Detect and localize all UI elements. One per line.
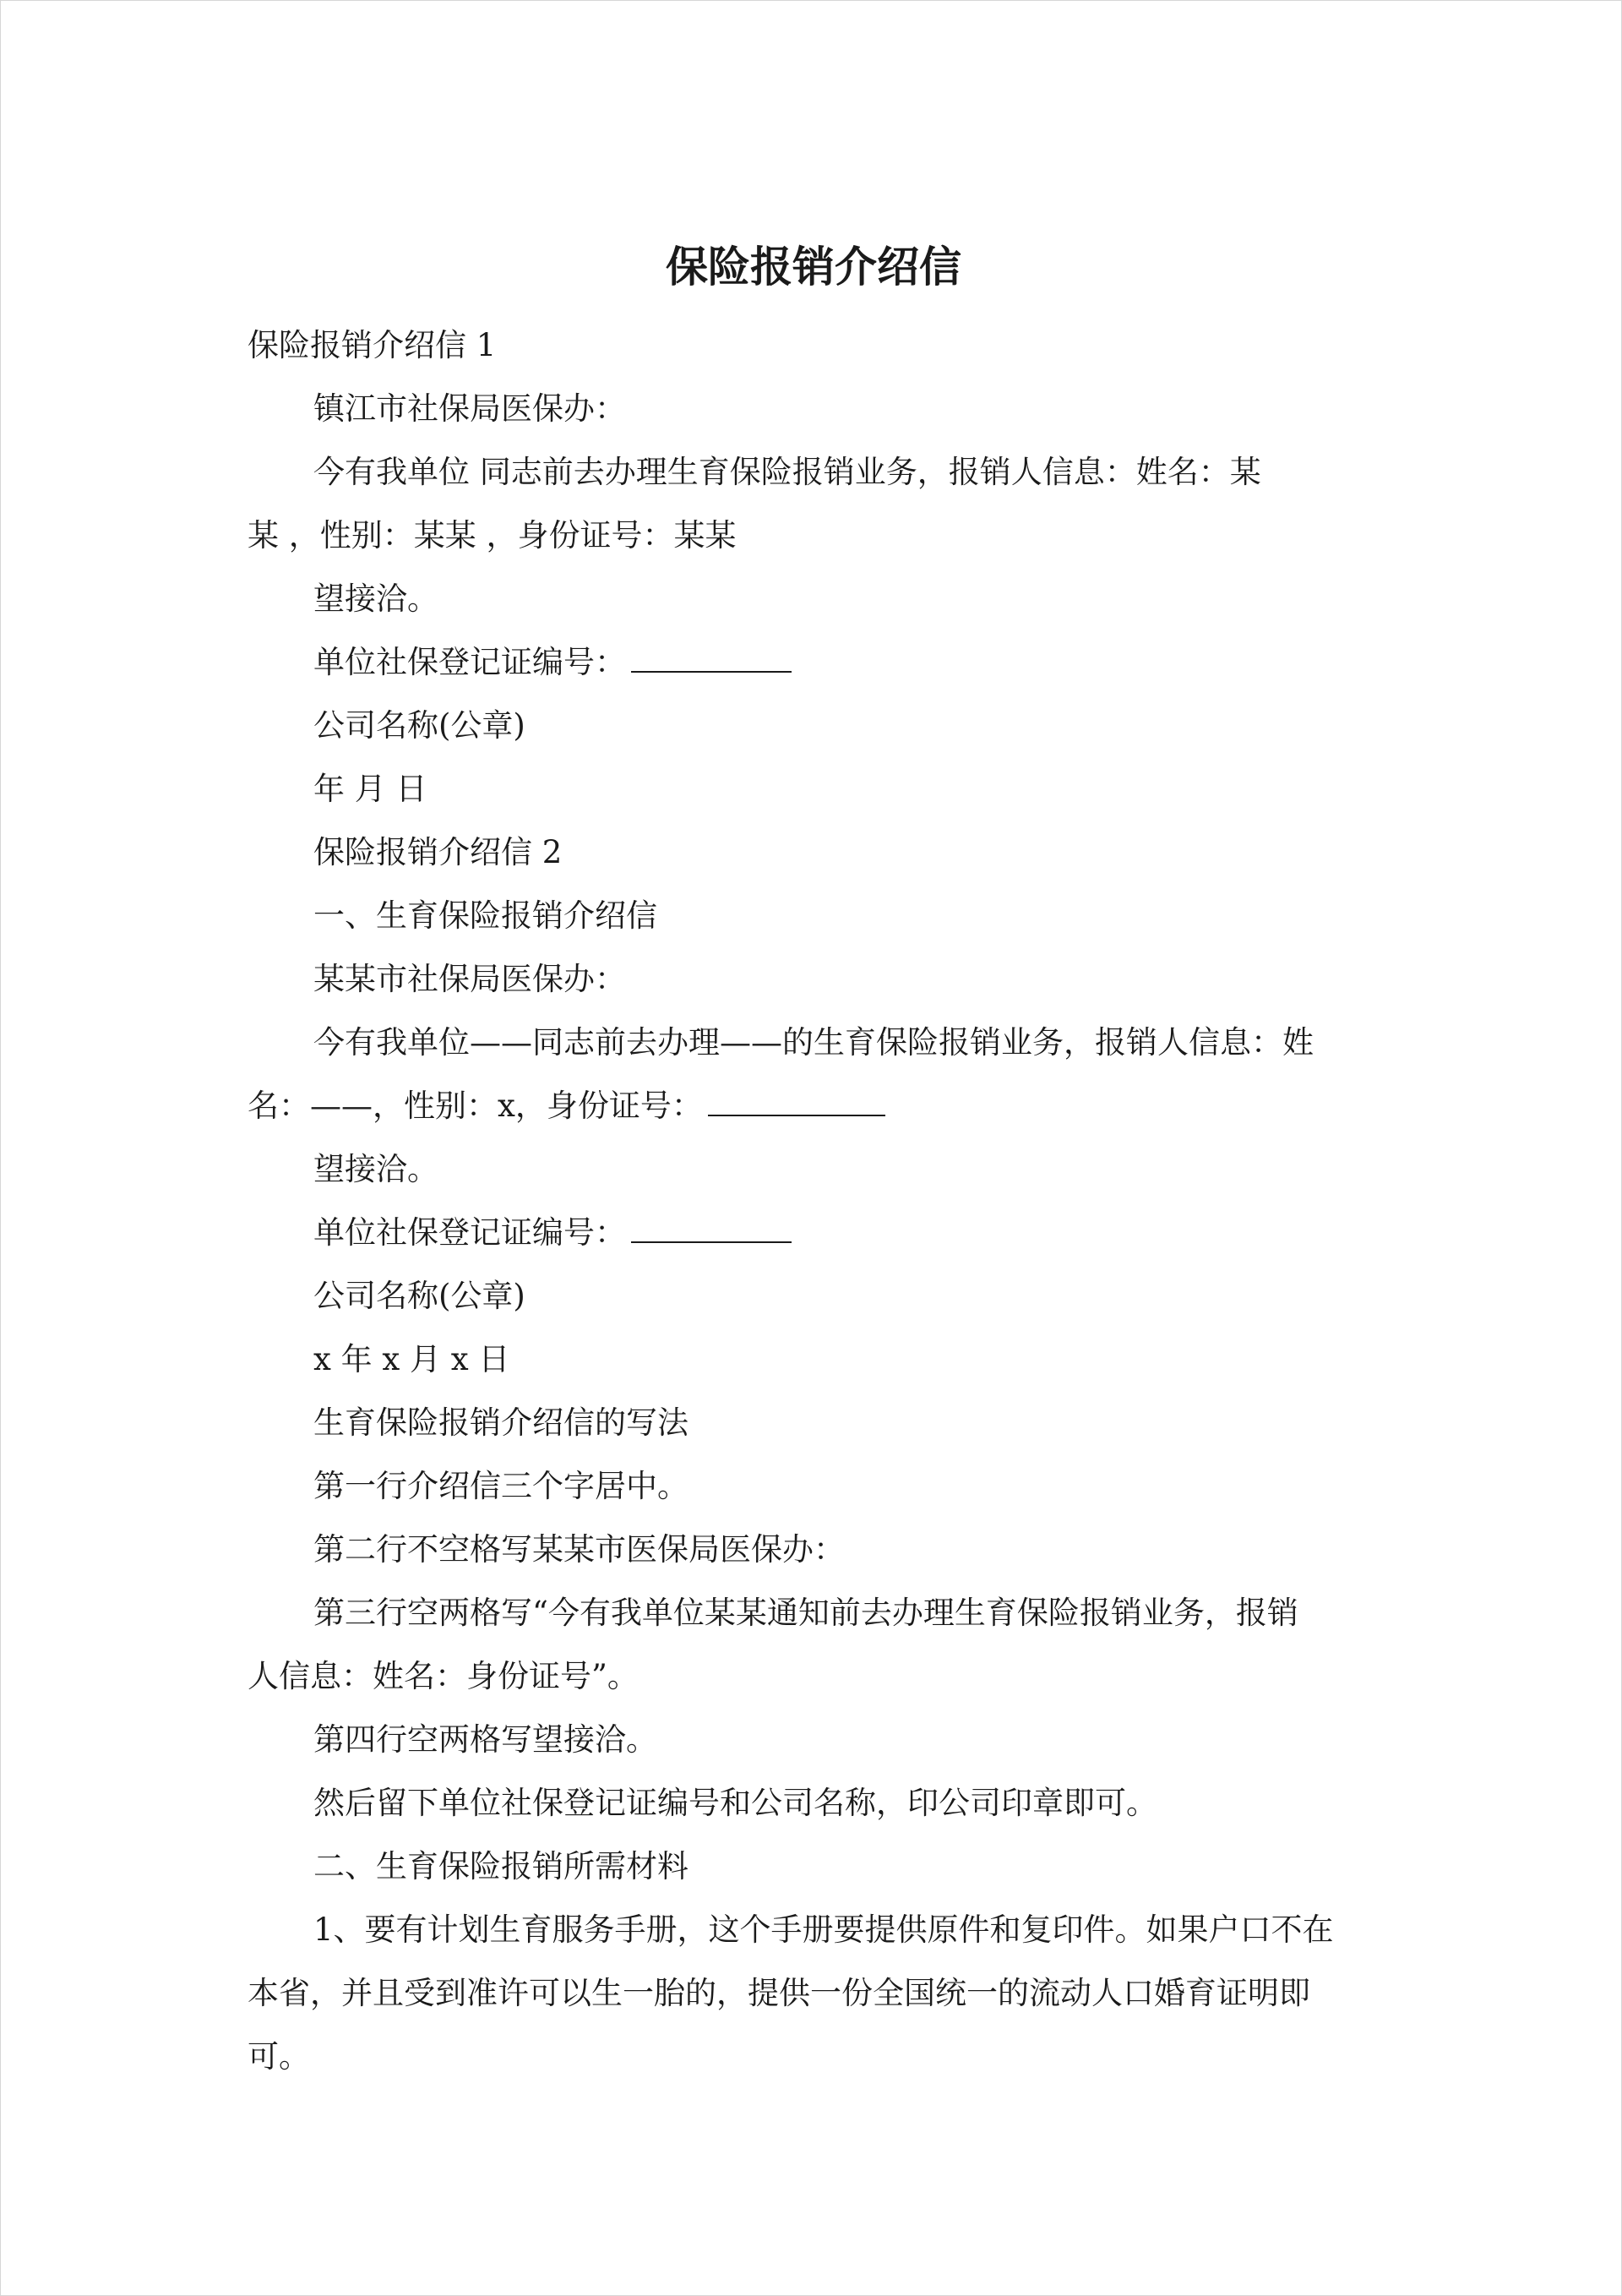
section-heading-2: 保险报销介绍信 2 bbox=[313, 834, 563, 870]
closing-2: 望接洽。 bbox=[313, 1151, 438, 1187]
document-body bbox=[248, 242, 1380, 2088]
writing-rule-4: 第四行空两格写望接洽。 bbox=[313, 1721, 657, 1758]
id-number-blank bbox=[708, 1084, 885, 1116]
registration-number-blank-1 bbox=[631, 641, 792, 673]
writing-rule-3b: 人信息：姓名：身份证号”。 bbox=[248, 1658, 639, 1694]
writing-rule-2: 第二行不空格写某某市医保局医保办： bbox=[313, 1531, 845, 1568]
material-item-1b: 本省，并且受到准许可以生一胎的，提供一份全国统一的流动人口婚育证明即 bbox=[248, 1975, 1310, 2011]
company-name-1: 公司名称(公章) bbox=[313, 707, 525, 744]
document-title: 保险报销介绍信 bbox=[666, 243, 961, 292]
closing-1: 望接洽。 bbox=[313, 581, 438, 617]
registration-number-blank-2 bbox=[631, 1211, 792, 1243]
registration-number-label-1: 单位社保登记证编号： bbox=[313, 644, 626, 680]
registration-number-line-1 bbox=[248, 630, 1380, 694]
body-line-2a: 今有我单位——同志前去办理——的生育保险报销业务，报销人信息：姓 bbox=[313, 1024, 1314, 1061]
subheading-2: 二、生育保险报销所需材料 bbox=[313, 1848, 689, 1884]
date-line-2: x 年 x 月 x 日 bbox=[313, 1341, 510, 1377]
addressee-1: 镇江市社保局医保办： bbox=[313, 390, 626, 427]
material-item-1a: 1、要有计划生育服务手册，这个手册要提供原件和复印件。如果户口不在 bbox=[313, 1912, 1334, 1948]
section-heading-1: 保险报销介绍信 1 bbox=[248, 327, 497, 363]
registration-number-label-2: 单位社保登记证编号： bbox=[313, 1214, 626, 1251]
writing-rule-3a: 第三行空两格写“今有我单位某某通知前去办理生育保险报销业务，报销 bbox=[313, 1595, 1298, 1631]
addressee-2: 某某市社保局医保办： bbox=[313, 961, 626, 997]
body-line-1a: 今有我单位 同志前去办理生育保险报销业务，报销人信息：姓名：某 bbox=[313, 454, 1261, 490]
subheading-1: 一、生育保险报销介绍信 bbox=[313, 897, 657, 934]
body-line-1b: 某 ，性别：某某 ，身份证号：某某 bbox=[248, 517, 737, 554]
body-line-2b bbox=[248, 1074, 1380, 1137]
body-line-2b-text: 名：——，性别：x，身份证号： bbox=[248, 1088, 703, 1124]
writing-method-heading: 生育保险报销介绍信的写法 bbox=[313, 1404, 689, 1441]
material-item-1c: 可。 bbox=[248, 2038, 310, 2075]
company-name-2: 公司名称(公章) bbox=[313, 1278, 525, 1314]
writing-rule-1: 第一行介绍信三个字居中。 bbox=[313, 1468, 689, 1504]
writing-rule-5: 然后留下单位社保登记证编号和公司名称，印公司印章即可。 bbox=[313, 1785, 1157, 1821]
date-line-1: 年 月 日 bbox=[313, 771, 427, 807]
registration-number-line-2 bbox=[248, 1201, 1380, 1264]
